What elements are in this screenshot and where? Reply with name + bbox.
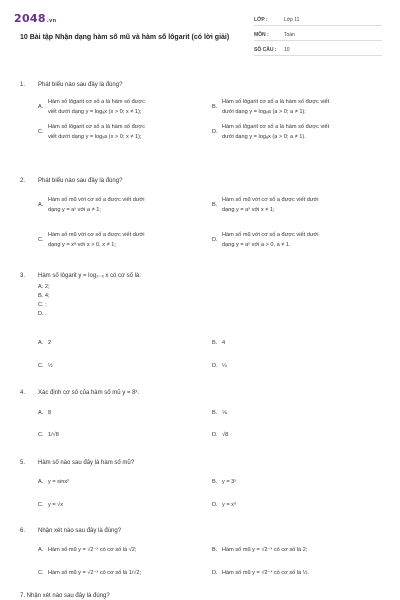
option-letter: B. [212,547,218,553]
question-4 [0,390,400,446]
question-number: 3. [20,273,26,279]
option-text-line1: Hàm số mũ với cơ số a được viết dưới [222,197,319,203]
logo-suffix: .vn [46,18,57,24]
option-letter: B. [212,410,218,416]
option-text: y = sinx² [48,479,69,485]
question-number: 4. [20,390,26,396]
question-text [20,460,134,466]
option-text: 2 [48,340,52,346]
option-text: y = √x [48,502,64,508]
question-text [20,390,139,396]
option-text-line1: Hàm số mũ với cơ số a được viết dưới [222,232,319,238]
option-letter: D. [212,237,218,243]
option-letter: C. [38,363,44,369]
option-letter: A. [38,104,44,110]
sub-item: A. 2; [38,284,50,290]
question-7-partial: 7. Nhận xét nào sau đây là đúng? [20,593,110,599]
option-letter: A. [38,479,44,485]
question-prompt: Hàm số lôgarit y = log₂₋ₓ x có cơ số là: [38,273,141,279]
option-letter: B. [212,104,218,110]
option-text-line2: viết dưới dạng y = logₓa (x > 0; x ≠ 1); [48,134,142,140]
option-text: ⅛ [222,410,227,416]
question-number: 2. [20,178,26,184]
option-letter: A. [38,410,44,416]
option-text-line2: dạng y = xᵃ với x > 0, x ≠ 1; [48,242,116,248]
option-letter: B. [212,340,218,346]
meta-count-value: 10 [284,47,290,53]
option-letter: C. [38,432,44,438]
meta-class-label: LỚP : [254,17,268,23]
sub-item: B. 4; [38,293,50,299]
option-text-line1: Hàm số lôgarit cơ số a là hàm số được viết [222,99,330,105]
question-number: 6. [20,528,26,534]
question-number: 5. [20,460,26,466]
option-letter: B. [212,202,218,208]
option-letter: D. [212,129,218,135]
option-text-line1: Hàm số mũ với cơ số a được viết dưới [48,232,145,238]
option-letter: A. [38,202,44,208]
option-text: Hàm số mũ y = √2⁻ˣ có cơ số là 1/√2; [48,570,142,576]
question-prompt: Xác định cơ số của hàm số mũ y = 8ˣ. [38,390,140,396]
meta-count-label: SỐ CÂU : [254,47,277,53]
option-text: y = x³ [222,502,236,508]
option-letter: D. [212,363,218,369]
meta-subject-label: MÔN : [254,32,269,38]
option-letter: D. [212,432,218,438]
option-text-line2: dạng y = aˣ với a ≠ 1; [48,207,101,213]
option-letter: A. [38,547,44,553]
option-letter: B. [212,479,218,485]
question-text [20,178,122,184]
question-prompt: Phát biểu nào sau đây là đúng? [38,82,123,88]
question-3 [0,272,400,372]
page-title: 10 Bài tập Nhận dạng hàm số mũ và hàm số lôgarit (có lời giải) [20,34,230,41]
option-text: Hàm số mũ y = √2⁻ˣ có cơ số là 2; [222,547,308,553]
question-text [20,272,141,279]
option-text: Hàm số mũ y = √2⁻ˣ có cơ số là √2; [48,547,137,553]
option-text-line1: Hàm số mũ với cơ số a được viết dưới [48,197,145,203]
meta-count-row [254,44,382,56]
option-letter: C. [38,237,44,243]
option-text-line1: Hàm số lôgarit cơ số a là hàm số được viết [222,124,330,130]
question-5 [0,460,400,516]
option-letter: C. [38,502,44,508]
option-text: y = 3ˣ [222,479,237,485]
option-text: 4 [222,340,226,346]
question-prompt: Nhận xét nào sau đây là đúng? [38,528,122,534]
meta-subject-row [254,29,382,41]
option-text: Hàm số mũ y = √2⁻ˣ có cơ số là ½. [222,570,309,576]
option-letter: D. [212,502,218,508]
meta-subject-value: Toán [284,32,295,38]
question-text [20,82,122,88]
option-text: 8 [48,410,52,416]
option-letter: D. [212,570,218,576]
option-text-line2: dưới dạng y = logₐx (a > 0; a ≠ 1). [222,134,306,140]
option-text-line1: Hàm số lôgarit cơ số a là hàm số được [48,124,145,130]
option-text: ½ [48,363,53,369]
option-text-line2: dạng y = aˣ với x ≠ 1; [222,207,275,213]
sub-item: D. . [38,311,47,317]
question-1 [0,82,400,154]
question-number: 1. [20,82,26,88]
option-letter: A. [38,340,44,346]
question-prompt: Phát biểu nào sau đây là đúng? [38,178,123,184]
question-text [20,528,121,534]
meta-class-row [254,14,382,26]
logo-text: 2048 [14,12,46,25]
question-prompt: Hàm số nào sau đây là hàm số mũ? [38,460,135,466]
question-2 [0,178,400,260]
option-letter: C. [38,129,44,135]
document-header [0,0,400,62]
option-text-line2: viết dưới dạng y = logₐx (x > 0; x ≠ 1); [48,109,142,115]
option-text: ¼ [222,363,227,369]
option-text-line1: Hàm số lôgarit cơ số a là hàm số được [48,99,145,105]
option-letter: C. [38,570,44,576]
option-text: 1/√8 [48,432,59,438]
option-text-line2: dạng y = aˣ với a > 0, a ≠ 1. [222,242,291,248]
question-6 [0,528,400,584]
meta-class-value: Lớp 11 [284,17,300,23]
option-text: √8 [222,432,229,438]
site-logo[interactable] [14,12,56,25]
option-text-line2: dưới dạng y = logₓa (a > 0; a ≠ 1); [222,109,306,115]
sub-item: C. ; [38,302,47,308]
